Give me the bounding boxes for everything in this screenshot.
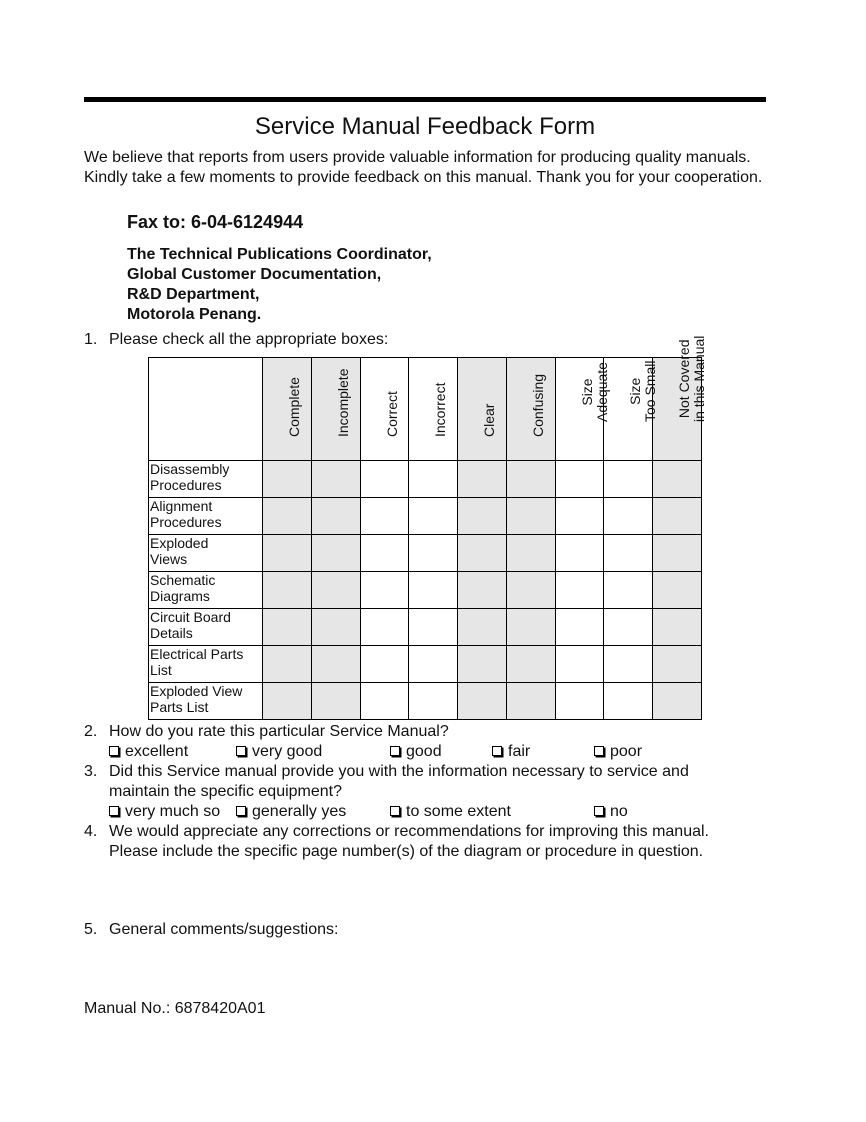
checkbox-cell[interactable] (653, 609, 702, 646)
checkbox-cell[interactable] (653, 535, 702, 572)
row-label: Schematic Diagrams (149, 572, 263, 609)
question-3 (84, 762, 769, 822)
checkbox-cell[interactable] (263, 646, 312, 683)
question-text: Please check all the appropriate boxes: (109, 331, 389, 348)
checkbox-icon[interactable] (109, 806, 119, 816)
checkbox-cell[interactable] (653, 646, 702, 683)
question-text: How do you rate this particular Service Manual? (109, 723, 449, 740)
checkbox-cell[interactable] (458, 609, 507, 646)
checkbox-cell[interactable] (263, 461, 312, 498)
question-text: General comments/suggestions: (109, 921, 339, 938)
column-header-size-adequate: Size Adequate (556, 358, 604, 461)
checkbox-cell[interactable] (604, 461, 653, 498)
checkbox-cell[interactable] (361, 498, 409, 535)
checkbox-cell[interactable] (409, 683, 458, 720)
checkbox-cell[interactable] (507, 609, 556, 646)
question-number: 3. (84, 763, 98, 780)
row-label: Exploded View Parts List (149, 683, 263, 720)
question-1 (84, 330, 388, 350)
question-number: 4. (84, 823, 98, 840)
checkbox-cell[interactable] (556, 535, 604, 572)
column-header-correct: Correct (361, 358, 409, 461)
checkbox-cell[interactable] (458, 683, 507, 720)
checkbox-cell[interactable] (409, 609, 458, 646)
checkbox-icon[interactable] (236, 746, 246, 756)
column-header-incorrect: Incorrect (409, 358, 458, 461)
checkbox-cell[interactable] (409, 535, 458, 572)
provision-options (109, 802, 769, 822)
checkbox-cell[interactable] (263, 572, 312, 609)
checkbox-cell[interactable] (507, 535, 556, 572)
grid-row-disassembly (149, 461, 702, 498)
column-header-complete: Complete (263, 358, 312, 461)
column-header-size-too-small: Size Too Small (604, 358, 653, 461)
row-label: Exploded Views (149, 535, 263, 572)
option-to-some-extent[interactable]: to some extent (390, 802, 511, 822)
checkbox-cell[interactable] (556, 646, 604, 683)
intro-paragraph: We believe that reports from users provide valuable information for producing quality manuals. Kindly take a few moments to provide feedback on this manual. Thank you for your cooperation. (84, 149, 763, 186)
grid-row-alignment (149, 498, 702, 535)
row-label: Alignment Procedures (149, 498, 263, 535)
question-4 (84, 822, 709, 862)
checkbox-cell[interactable] (409, 498, 458, 535)
checkbox-cell[interactable] (458, 461, 507, 498)
header-rule (84, 97, 766, 102)
checkbox-cell[interactable] (507, 683, 556, 720)
checkbox-cell[interactable] (409, 572, 458, 609)
column-header-incomplete: Incomplete (312, 358, 361, 461)
checkbox-cell[interactable] (604, 498, 653, 535)
address-line: Global Customer Documentation, (127, 266, 382, 283)
option-excellent[interactable]: excellent (109, 742, 188, 762)
question-number: 5. (84, 921, 98, 938)
option-generally-yes[interactable]: generally yes (236, 802, 346, 822)
grid-row-exploded-views (149, 535, 702, 572)
fax-number: Fax to: 6-04-6124944 (127, 212, 304, 232)
checkbox-cell[interactable] (507, 461, 556, 498)
checkbox-cell[interactable] (361, 646, 409, 683)
checkbox-cell[interactable] (312, 646, 361, 683)
option-poor[interactable]: poor (594, 742, 642, 762)
manual-number: Manual No.: 6878420A01 (84, 1000, 266, 1017)
checkbox-cell[interactable] (361, 572, 409, 609)
grid-row-circuit-board (149, 609, 702, 646)
option-very-good[interactable]: very good (236, 742, 322, 762)
address-line: The Technical Publications Coordinator, (127, 246, 432, 263)
grid-header-row (149, 358, 702, 461)
checkbox-icon[interactable] (109, 746, 119, 756)
checkbox-cell[interactable] (604, 609, 653, 646)
column-header-not-covered: Not Covered in this Manual (653, 358, 702, 461)
checkbox-cell[interactable] (312, 461, 361, 498)
checkbox-cell[interactable] (507, 646, 556, 683)
checkbox-cell[interactable] (458, 572, 507, 609)
address-block (127, 245, 432, 325)
option-good[interactable]: good (390, 742, 442, 762)
checkbox-cell[interactable] (361, 683, 409, 720)
grid-row-schematic (149, 572, 702, 609)
checkbox-cell[interactable] (604, 683, 653, 720)
checkbox-cell[interactable] (263, 683, 312, 720)
checkbox-cell[interactable] (653, 683, 702, 720)
checkbox-cell[interactable] (653, 461, 702, 498)
checkbox-cell[interactable] (507, 572, 556, 609)
checkbox-cell[interactable] (556, 609, 604, 646)
checkbox-cell[interactable] (312, 609, 361, 646)
checkbox-cell[interactable] (312, 498, 361, 535)
checkbox-icon[interactable] (594, 746, 604, 756)
address-line: Motorola Penang. (127, 306, 262, 323)
question-2 (84, 722, 769, 762)
question-text: We would appreciate any corrections or recommendations for improving this manual. (109, 823, 709, 840)
option-fair[interactable]: fair (492, 742, 530, 762)
grid-corner (149, 358, 263, 461)
checkbox-cell[interactable] (458, 498, 507, 535)
checkbox-cell[interactable] (361, 461, 409, 498)
row-label: Electrical Parts List (149, 646, 263, 683)
checkbox-icon[interactable] (236, 806, 246, 816)
checkbox-cell[interactable] (409, 461, 458, 498)
checkbox-icon[interactable] (594, 806, 604, 816)
checkbox-cell[interactable] (361, 535, 409, 572)
column-header-confusing: Confusing (507, 358, 556, 461)
checkbox-cell[interactable] (458, 646, 507, 683)
question-text: Did this Service manual provide you with the information necessary to service and (109, 763, 689, 780)
question-text: maintain the specific equipment? (109, 783, 343, 800)
checkbox-icon[interactable] (390, 746, 400, 756)
checkbox-cell[interactable] (263, 535, 312, 572)
checkbox-cell[interactable] (263, 498, 312, 535)
grid-row-electrical-parts (149, 646, 702, 683)
question-text: Please include the specific page number(s) of the diagram or procedure in question. (109, 843, 704, 860)
checkbox-icon[interactable] (390, 806, 400, 816)
checkbox-cell[interactable] (263, 609, 312, 646)
checkbox-cell[interactable] (604, 535, 653, 572)
checkbox-cell[interactable] (361, 609, 409, 646)
checkbox-cell[interactable] (604, 646, 653, 683)
checkbox-cell[interactable] (458, 535, 507, 572)
checkbox-cell[interactable] (653, 498, 702, 535)
checkbox-cell[interactable] (653, 572, 702, 609)
checkbox-cell[interactable] (556, 461, 604, 498)
question-5 (84, 920, 338, 940)
question-number: 2. (84, 723, 98, 740)
checkbox-cell[interactable] (556, 498, 604, 535)
column-header-clear: Clear (458, 358, 507, 461)
checkbox-icon[interactable] (492, 746, 502, 756)
option-no[interactable]: no (594, 802, 628, 822)
row-label: Circuit Board Details (149, 609, 263, 646)
checkbox-cell[interactable] (312, 535, 361, 572)
checkbox-cell[interactable] (604, 572, 653, 609)
rating-options (109, 742, 769, 762)
checkbox-cell[interactable] (312, 572, 361, 609)
checkbox-cell[interactable] (556, 683, 604, 720)
address-line: R&D Department, (127, 286, 260, 303)
page-title: Service Manual Feedback Form (254, 113, 596, 140)
checkbox-cell[interactable] (409, 646, 458, 683)
checkbox-cell[interactable] (312, 683, 361, 720)
question-number: 1. (84, 331, 98, 348)
checkbox-cell[interactable] (556, 572, 604, 609)
option-very-much-so[interactable]: very much so (109, 802, 220, 822)
checkbox-cell[interactable] (507, 498, 556, 535)
row-label: Disassembly Procedures (149, 461, 263, 498)
grid-row-exploded-view-parts (149, 683, 702, 720)
